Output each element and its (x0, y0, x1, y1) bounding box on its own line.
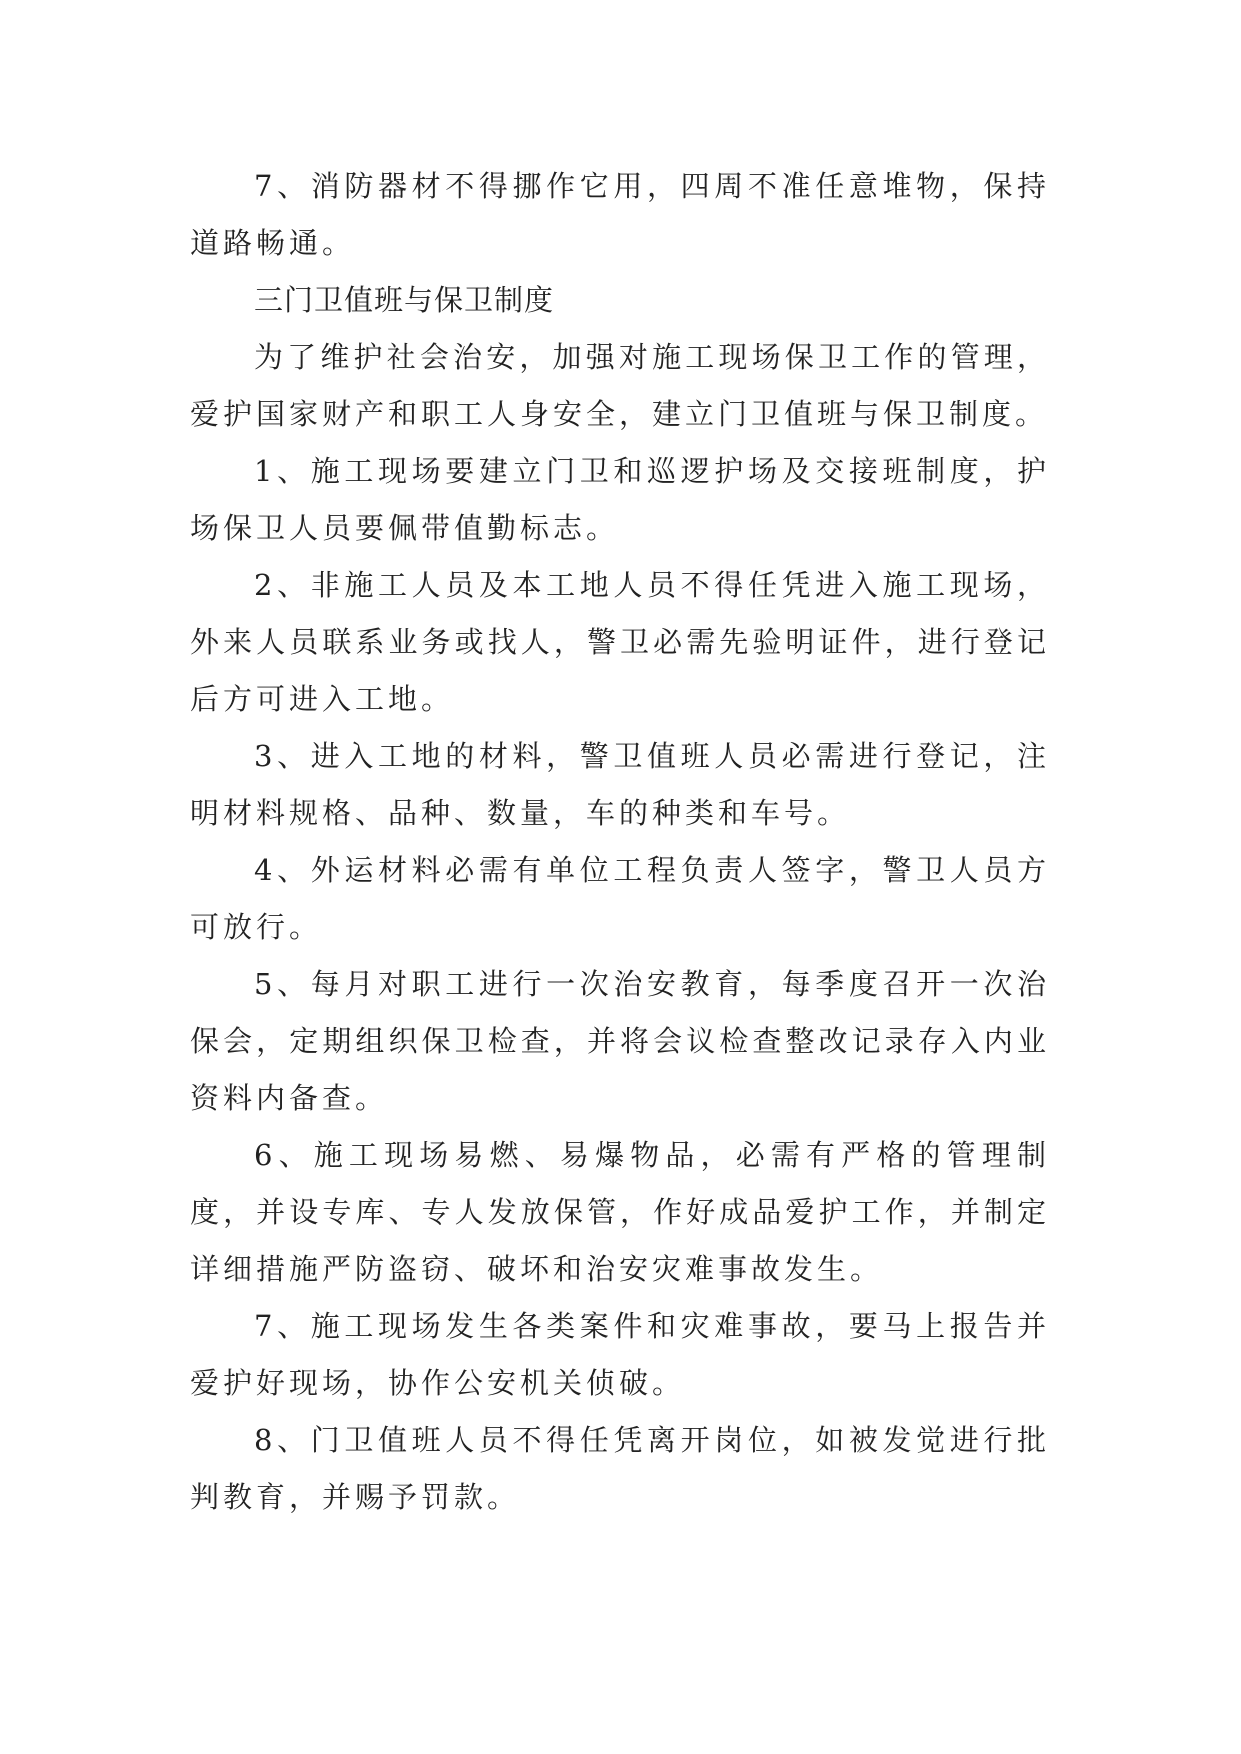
document-body (190, 158, 1050, 1526)
paragraph-rule-5: 5、每月对职工进行一次治安教育，每季度召开一次治保会，定期组织保卫检查，并将会议检查整改记录存入内业资料内备查。 (190, 967, 1050, 1115)
paragraph-rule-1: 1、施工现场要建立门卫和巡逻护场及交接班制度，护场保卫人员要佩带值勤标志。 (190, 454, 1050, 545)
section-heading: 三门卫值班与保卫制度 (254, 283, 555, 317)
paragraph-intro: 为了维护社会治安，加强对施工现场保卫工作的管理，爱护国家财产和职工人身安全，建立门卫值班与保卫制度。 (190, 340, 1050, 431)
paragraph-rule-3: 3、进入工地的材料，警卫值班人员必需进行登记，注明材料规格、品种、数量，车的种类和车号。 (190, 739, 1050, 830)
paragraph-rule-6: 6、施工现场易燃、易爆物品，必需有严格的管理制度，并设专库、专人发放保管，作好成品爱护工作，并制定详细措施严防盗窃、破坏和治安灾难事故发生。 (190, 1138, 1050, 1286)
paragraph-rule-7: 7、施工现场发生各类案件和灾难事故，要马上报告并爱护好现场，协作公安机关侦破。 (190, 1309, 1050, 1400)
paragraph-fire-equipment: 7、消防器材不得挪作它用，四周不准任意堆物，保持道路畅通。 (190, 169, 1050, 260)
paragraph-rule-2: 2、非施工人员及本工地人员不得任凭进入施工现场，外来人员联系业务或找人，警卫必需先验明证件，进行登记后方可进入工地。 (190, 568, 1050, 716)
paragraph-rule-4: 4、外运材料必需有单位工程负责人签字，警卫人员方可放行。 (190, 853, 1050, 944)
paragraph-rule-8: 8、门卫值班人员不得任凭离开岗位，如被发觉进行批判教育，并赐予罚款。 (190, 1423, 1050, 1514)
